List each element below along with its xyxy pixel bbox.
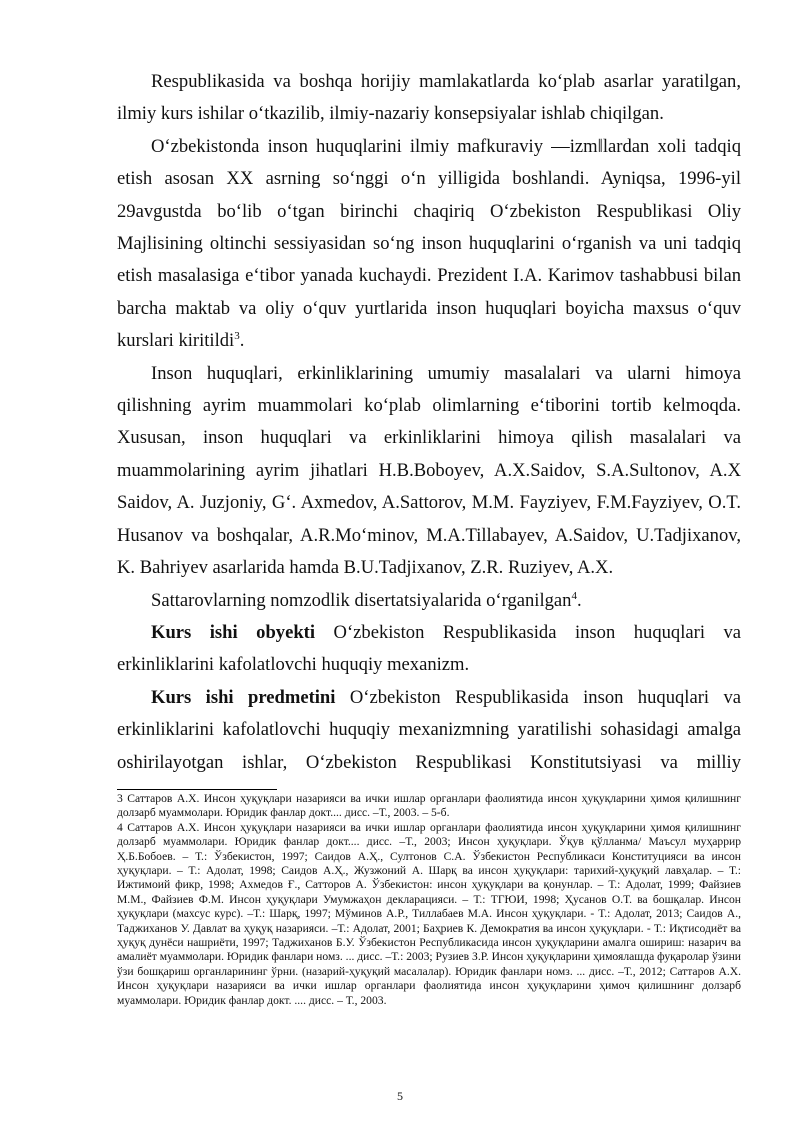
footnote-separator	[117, 789, 277, 790]
paragraph-text: Sattarovlarning nomzodlik disertatsiyalarida o‘rganilgan	[151, 589, 572, 611]
paragraph	[117, 358, 741, 585]
footnote: 3 Саттаров А.Х. Инсон ҳуқуқлари назарияси ва ички ишлар органлари фаолиятида инсон ҳуқуқларини ҳимоя қилишнинг долзарб муаммолари. Юридик фанлар докт.... дисс. –Т., 2003. – 5-б.	[117, 792, 741, 820]
footnote: 4 Саттаров А.Х. Инсон ҳуқуқлари назарияси ва ички ишлар органлари фаолиятида инсон ҳуқуқларини ҳимоя қилишнинг долзарб муаммолари. Юридик фанлар докт.... дисс. –Т., 2003; Инсон ҳуқуқлари. Ўқув қўлланма/ Маъсул муҳаррир Ҳ.Б.Бобоев. – Т.: Ўзбекистон, 1997; Саидов А.Ҳ., Султонов С.А. Ўзбекистон Республикаси Конституцияси ва инсон ҳуқуқлари. – Т.: Адолат, 1998; Саидов А.Ҳ., Жузжоний А. Шарқ ва инсон ҳуқуқлари: тарихий-ҳуқуқий лавҳалар. – Т.: Ижтимоий фикр, 1998; Ахмедов Ғ., Сатторов А. Ўзбекистон: инсон ҳуқуқлари ва қонунлар. – Т.: Адолат, 1999; Файзиев М.М., Файзиев Ф.М. Инсон ҳуқуқлари Умумжаҳон декларацияси. – Т.: ТГЮИ, 1998; Ҳусанов О.Т. ва бошқалар. Инсон ҳуқуқлари (махсус курс). –Т.: Шарқ, 1997; Мўминов А.Р., Тиллабаев М.А. Инсон ҳуқуқлари. - Т.: Адолат, 2013; Саидов А., Таджиханов У. Давлат ва ҳуқуқ назарияси. –Т.: Адолат, 2001; Баҳриев К. Демократия ва инсон ҳуқуқлари. - Т.: Иқтисодиёт ва ҳуқуқ дунёси нашриёти, 1997; Таджиханов Б.У. Ўзбекистон Республикасида инсон ҳуқуқларини амалга ошириш: назарич ва амалиёт муаммолари. Юридик фанлари номз. ... дисс. –Т.: 2003; Рузиев З.Р. Инсон ҳуқуқларини ҳимоялашда фуқаролар ўзини ўзи бошқариш органларининг ўрни. (назарий-ҳуқуқий масалалар). Юридик фанлари номз. ... дисс. –Т., 2012; Саттаров А.Х. Инсон ҳуқуқлари назарияси ва ички ишлар органлари фаолиятида инсон ҳуқуқларини ҳимоч қилишнинг долзарб муаммолари. Юридик фанлар докт. .... дисс. – Т., 2003.	[117, 820, 741, 1007]
paragraph	[117, 66, 741, 131]
punctuation: .	[239, 330, 245, 352]
punctuation: .	[576, 589, 582, 611]
footnote-ref[interactable]: 4	[571, 589, 577, 602]
paragraph	[117, 131, 741, 358]
paragraph-text: O‘zbekiston Respublikasida inson huquqlari va erkinliklarini kafolatlovchi huquqiy mexanizm.	[117, 621, 742, 676]
paragraph-text: Respublikasida va boshqa horijiy mamlakatlarda ko‘plab asarlar yaratilgan, ilmiy kurs ishilar o‘tkazilib, ilmiy-nazariy konsepsiyalar ishlab chiqilgan.	[117, 71, 741, 125]
main-text	[117, 66, 741, 779]
paragraph-text: O‘zbekistonda inson huquqlarini ilmiy mafkuraviy ―izm‖lardan xoli tadqiq etish asosan XX asrning so‘nggi o‘n yilligida boshlandi. Ayniqsa, 1996-yil 29avgustda bo‘lib o‘tgan birinchi chaqiriq O‘zbekiston Respublikasi Oliy Majlisining oltinchi sessiyasidan so‘ng inson huquqlarini o‘rganish va uni tadqiq etish masalasiga e‘tibor yanada kuchaydi. Prezident I.A. Karimov tashabbusi bilan barcha maktab va oliy o‘quv yurtlarida inson huquqlari boyicha maxsus o‘quv kurslari kiritildi	[117, 135, 741, 352]
footnotes	[117, 792, 741, 1008]
bold-heading: Kurs ishi predmetini	[151, 686, 336, 708]
paragraph	[117, 617, 741, 682]
paragraph-text: O‘zbekiston Respublikasida inson huquqlari va erkinliklarini kafolatlovchi huquqiy mexanizmning yaratilishi sohasidagi amalga oshirilayotgan ishlar, O‘zbekiston Respublikasi Konstitutsiyasi va milliy	[117, 686, 741, 773]
page-number: 5	[397, 1089, 403, 1103]
bold-heading: Kurs ishi obyekti	[151, 621, 316, 643]
paragraph	[117, 682, 741, 779]
footnote-ref[interactable]: 3	[234, 330, 240, 343]
paragraph-text: Inson huquqlari, erkinliklarining umumiy masalalari va ularni himoya qilishning ayrim muammolari ko‘plab olimlarning e‘tiborini tortib kelmoqda. Xususan, inson huquqlari va erkinliklarini himoya qilish masalalari va muammolarining ayrim jihatlari H.B.Boboyev, A.X.Saidov, S.A.Sultonov, A.X Saidov, A. Juzjoniy, G‘. Axmedov, A.Sattorov, M.M. Fayziyev, F.M.Fayziyev, O.T. Husanov va boshqalar, A.R.Mo‘minov, M.A.Tillabayev, A.Saidov, U.Tadjixanov, K. Bahriyev asarlarida hamda B.U.Tadjixanov, Z.R. Ruziyev, A.X.	[117, 362, 741, 579]
paragraph	[117, 585, 741, 617]
